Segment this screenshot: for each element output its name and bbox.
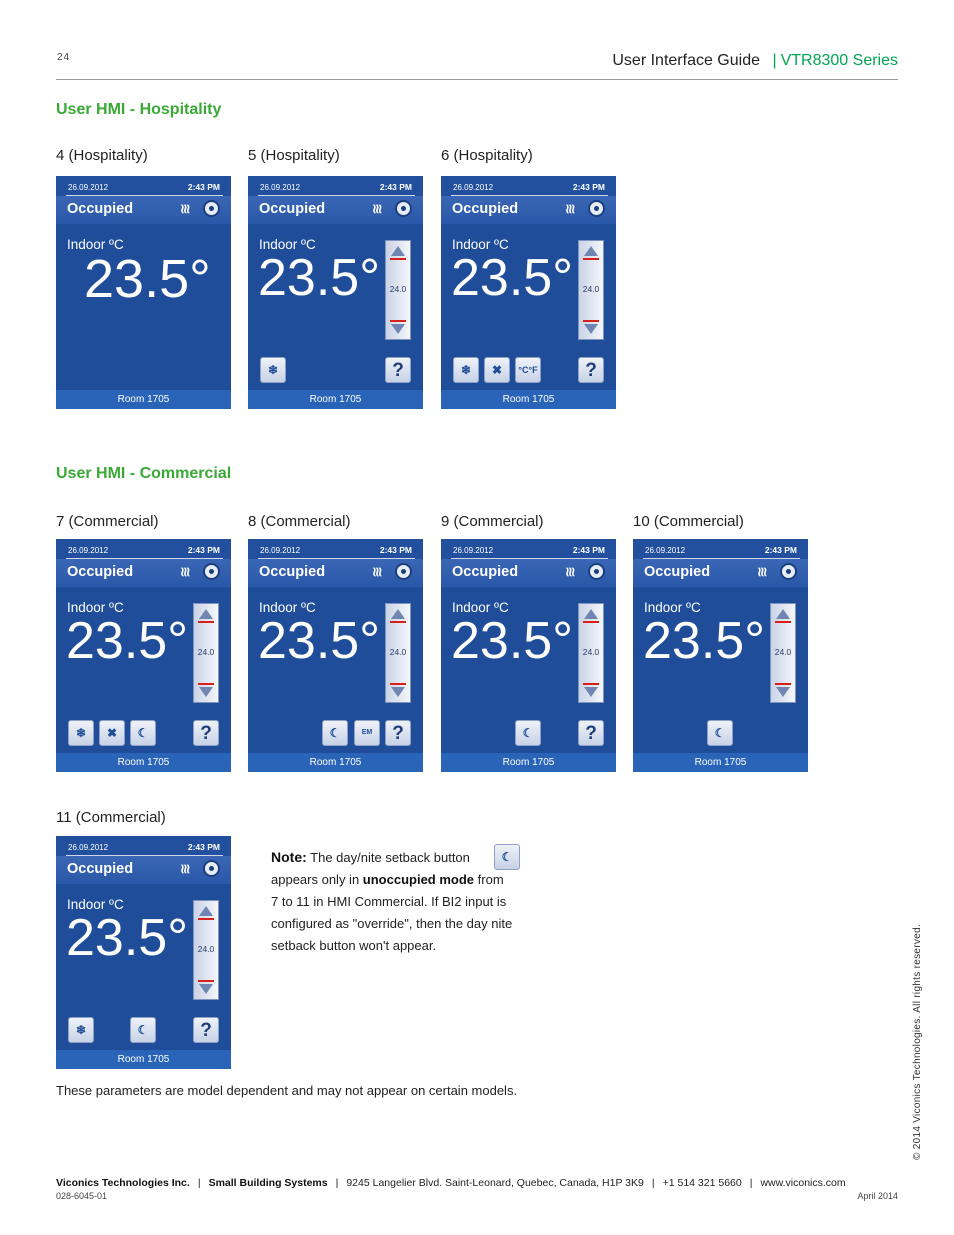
- date-label: 26.09.2012: [68, 546, 109, 555]
- footer-division: Small Building Systems: [208, 1177, 328, 1189]
- help-button[interactable]: ?: [578, 720, 604, 746]
- setpoint-down-icon[interactable]: [391, 687, 405, 697]
- setpoint-marker: [775, 621, 791, 623]
- heat-icon: ≀≀≀: [180, 564, 189, 579]
- room-label: Room 1705: [502, 757, 555, 768]
- room-label: Room 1705: [117, 1054, 170, 1065]
- note-text-2: appears only in: [271, 872, 360, 887]
- setpoint-marker: [775, 683, 791, 685]
- setpoint-marker: [390, 621, 406, 623]
- help-button[interactable]: ?: [193, 720, 219, 746]
- date-label: 26.09.2012: [645, 546, 686, 555]
- document-date: April 2014: [857, 1191, 898, 1201]
- room-label: Room 1705: [309, 394, 362, 405]
- screen-caption: 5 (Hospitality): [248, 147, 340, 164]
- indoor-temperature: 23.5°: [451, 612, 574, 670]
- footer: [56, 1177, 846, 1189]
- system-mode-button[interactable]: ❄: [68, 1017, 94, 1043]
- note-label: Note:: [271, 849, 307, 865]
- setpoint-slider[interactable]: [193, 900, 219, 1000]
- setpoint-marker: [583, 258, 599, 260]
- disclaimer: These parameters are model dependent and may not appear on certain models.: [56, 1083, 518, 1098]
- setpoint-up-icon[interactable]: [776, 609, 790, 619]
- setpoint-down-icon[interactable]: [199, 984, 213, 994]
- help-button[interactable]: ?: [385, 357, 411, 383]
- room-label: Room 1705: [309, 757, 362, 768]
- schedule-icon[interactable]: [588, 200, 605, 217]
- section-title-hospitality: User HMI - Hospitality: [56, 101, 222, 118]
- setpoint-marker: [198, 980, 214, 982]
- document-number: 028-6045-01: [56, 1191, 108, 1201]
- heat-icon: ≀≀≀: [180, 201, 189, 216]
- indoor-label: Indoor ºC: [452, 237, 509, 252]
- heat-icon: ≀≀≀: [372, 201, 381, 216]
- setpoint-down-icon[interactable]: [584, 324, 598, 334]
- setpoint-down-icon[interactable]: [776, 687, 790, 697]
- indoor-temperature: 23.5°: [84, 249, 211, 309]
- occupancy-mode: Occupied: [67, 564, 134, 580]
- system-mode-button[interactable]: ❄: [68, 720, 94, 746]
- thermostat-screen: [441, 176, 616, 409]
- screen-caption: 11 (Commercial): [56, 809, 166, 826]
- setpoint-value: 24.0: [774, 647, 792, 657]
- system-mode-button[interactable]: ❄: [453, 357, 479, 383]
- footer-company: Viconics Technologies Inc.: [56, 1177, 190, 1189]
- footer-address: 9245 Langelier Blvd. Saint-Leonard, Quebec, Canada, H1P 3K9: [346, 1177, 644, 1189]
- thermostat-screen: [248, 176, 423, 409]
- screen-caption: 8 (Commercial): [248, 513, 351, 530]
- page-number: 24: [57, 52, 71, 63]
- day-night-setback-icon: ☾: [494, 844, 520, 870]
- day-night-setback-button[interactable]: ☾: [515, 720, 541, 746]
- time-label: 2:43 PM: [379, 182, 412, 192]
- setpoint-value: 24.0: [389, 284, 407, 294]
- header-title: [612, 52, 898, 70]
- indoor-temperature: 23.5°: [258, 612, 381, 670]
- setpoint-marker: [390, 320, 406, 322]
- screen-caption: 6 (Hospitality): [441, 147, 533, 164]
- units-c-label: °C: [518, 365, 529, 375]
- units-button[interactable]: [515, 357, 541, 383]
- schedule-icon[interactable]: [395, 200, 412, 217]
- schedule-icon[interactable]: [203, 200, 220, 217]
- heat-icon: ≀≀≀: [565, 564, 574, 579]
- screen-caption: 10 (Commercial): [633, 513, 744, 530]
- setpoint-slider[interactable]: [385, 240, 411, 340]
- note-text-4: 7 to 11 in HMI Commercial. If BI2 input is configured as "override", then the day nite setback button won't appear.: [271, 894, 513, 953]
- series-name: VTR8300 Series: [780, 52, 898, 69]
- day-night-setback-button[interactable]: ☾: [707, 720, 733, 746]
- schedule-icon[interactable]: [203, 860, 220, 877]
- help-button[interactable]: ?: [578, 357, 604, 383]
- indoor-temperature: 23.5°: [643, 612, 766, 670]
- day-night-setback-button[interactable]: ☾: [322, 720, 348, 746]
- help-button[interactable]: ?: [193, 1017, 219, 1043]
- setpoint-slider[interactable]: [578, 240, 604, 340]
- room-label: Room 1705: [694, 757, 747, 768]
- setpoint-down-icon[interactable]: [584, 687, 598, 697]
- heat-icon: ≀≀≀: [180, 861, 189, 876]
- time-label: 2:43 PM: [764, 545, 797, 555]
- schedule-icon[interactable]: [588, 563, 605, 580]
- occupancy-mode: Occupied: [452, 564, 519, 580]
- thermostat-screen: [441, 539, 616, 772]
- setpoint-marker: [198, 918, 214, 920]
- setpoint-marker: [390, 258, 406, 260]
- indoor-label: Indoor ºC: [259, 237, 316, 252]
- day-night-setback-button[interactable]: ☾: [130, 720, 156, 746]
- indoor-temperature: 23.5°: [258, 249, 381, 307]
- room-label: Room 1705: [502, 394, 555, 405]
- schedule-icon[interactable]: [395, 563, 412, 580]
- schedule-icon[interactable]: [780, 563, 797, 580]
- thermostat-screen: [248, 539, 423, 772]
- occupancy-mode: Occupied: [259, 564, 326, 580]
- setpoint-marker: [583, 683, 599, 685]
- date-label: 26.09.2012: [260, 183, 301, 192]
- setpoint-down-icon[interactable]: [199, 687, 213, 697]
- setpoint-marker: [198, 621, 214, 623]
- schedule-icon[interactable]: [203, 563, 220, 580]
- time-label: 2:43 PM: [379, 545, 412, 555]
- time-label: 2:43 PM: [187, 842, 220, 852]
- note-text-1: The day/nite setback button: [310, 850, 470, 865]
- header-rule: [56, 79, 898, 80]
- setpoint-marker: [390, 683, 406, 685]
- setpoint-up-icon[interactable]: [391, 246, 405, 256]
- setpoint-up-icon[interactable]: [199, 906, 213, 916]
- footer-separator: |: [651, 1177, 655, 1189]
- units-f-label: °F: [528, 365, 538, 375]
- setpoint-up-icon[interactable]: [199, 609, 213, 619]
- indoor-label: Indoor ºC: [259, 600, 316, 615]
- section-title-commercial: User HMI - Commercial: [56, 465, 232, 482]
- thermostat-screen: [633, 539, 808, 772]
- date-label: 26.09.2012: [260, 546, 301, 555]
- setpoint-value: 24.0: [197, 647, 215, 657]
- thermostat-screen: [56, 176, 231, 409]
- time-label: 2:43 PM: [572, 182, 605, 192]
- date-label: 26.09.2012: [68, 843, 109, 852]
- date-label: 26.09.2012: [453, 546, 494, 555]
- time-label: 2:43 PM: [187, 182, 220, 192]
- setpoint-up-icon[interactable]: [584, 609, 598, 619]
- footer-separator: |: [749, 1177, 753, 1189]
- screen-caption: 9 (Commercial): [441, 513, 544, 530]
- help-button[interactable]: ?: [385, 720, 411, 746]
- date-label: 26.09.2012: [453, 183, 494, 192]
- guide-title: User Interface Guide: [612, 52, 760, 69]
- setpoint-value: 24.0: [389, 647, 407, 657]
- header-separator: |: [772, 52, 777, 69]
- setpoint-value: 24.0: [197, 944, 215, 954]
- note-bold: unoccupied mode: [362, 872, 475, 887]
- thermostat-screen: [56, 539, 231, 772]
- copyright: © 2014 Viconics Technologies. All rights reserved.: [912, 923, 923, 1160]
- note-text-3: from: [477, 872, 504, 887]
- heat-icon: ≀≀≀: [372, 564, 381, 579]
- room-label: Room 1705: [117, 757, 170, 768]
- setpoint-slider[interactable]: [578, 603, 604, 703]
- time-label: 2:43 PM: [572, 545, 605, 555]
- setpoint-slider[interactable]: [385, 603, 411, 703]
- room-label: Room 1705: [117, 394, 170, 405]
- screen-caption: 4 (Hospitality): [56, 147, 148, 164]
- setpoint-value: 24.0: [582, 647, 600, 657]
- setpoint-up-icon[interactable]: [584, 246, 598, 256]
- heat-icon: ≀≀≀: [565, 201, 574, 216]
- occupancy-mode: Occupied: [67, 201, 134, 217]
- occupancy-mode: Occupied: [259, 201, 326, 217]
- fan-button[interactable]: ✖: [484, 357, 510, 383]
- setpoint-marker: [583, 621, 599, 623]
- footer-phone: +1 514 321 5660: [662, 1177, 742, 1189]
- setpoint-down-icon[interactable]: [391, 324, 405, 334]
- date-label: 26.09.2012: [68, 183, 109, 192]
- day-night-setback-button[interactable]: ☾: [130, 1017, 156, 1043]
- setpoint-marker: [198, 683, 214, 685]
- setpoint-marker: [583, 320, 599, 322]
- indoor-temperature: 23.5°: [66, 909, 189, 967]
- indoor-label: Indoor ºC: [67, 600, 124, 615]
- setpoint-value: 24.0: [582, 284, 600, 294]
- indoor-label: Indoor ºC: [644, 600, 701, 615]
- screen-caption: 7 (Commercial): [56, 513, 159, 530]
- thermostat-screen: [56, 836, 231, 1069]
- system-mode-button[interactable]: ❄: [260, 357, 286, 383]
- heat-icon: ≀≀≀: [757, 564, 766, 579]
- indoor-label: Indoor ºC: [452, 600, 509, 615]
- setpoint-up-icon[interactable]: [391, 609, 405, 619]
- footer-website[interactable]: www.viconics.com: [760, 1177, 846, 1189]
- fan-button[interactable]: ✖: [99, 720, 125, 746]
- override-button[interactable]: EM: [354, 720, 380, 746]
- indoor-label: Indoor ºC: [67, 897, 124, 912]
- occupancy-mode: Occupied: [452, 201, 519, 217]
- indoor-temperature: 23.5°: [451, 249, 574, 307]
- footer-separator: |: [197, 1177, 201, 1189]
- occupancy-mode: Occupied: [67, 861, 134, 877]
- setpoint-slider[interactable]: [193, 603, 219, 703]
- occupancy-mode: Occupied: [644, 564, 711, 580]
- indoor-temperature: 23.5°: [66, 612, 189, 670]
- setpoint-slider[interactable]: [770, 603, 796, 703]
- time-label: 2:43 PM: [187, 545, 220, 555]
- indoor-label: Indoor ºC: [67, 237, 124, 252]
- footer-separator: |: [335, 1177, 339, 1189]
